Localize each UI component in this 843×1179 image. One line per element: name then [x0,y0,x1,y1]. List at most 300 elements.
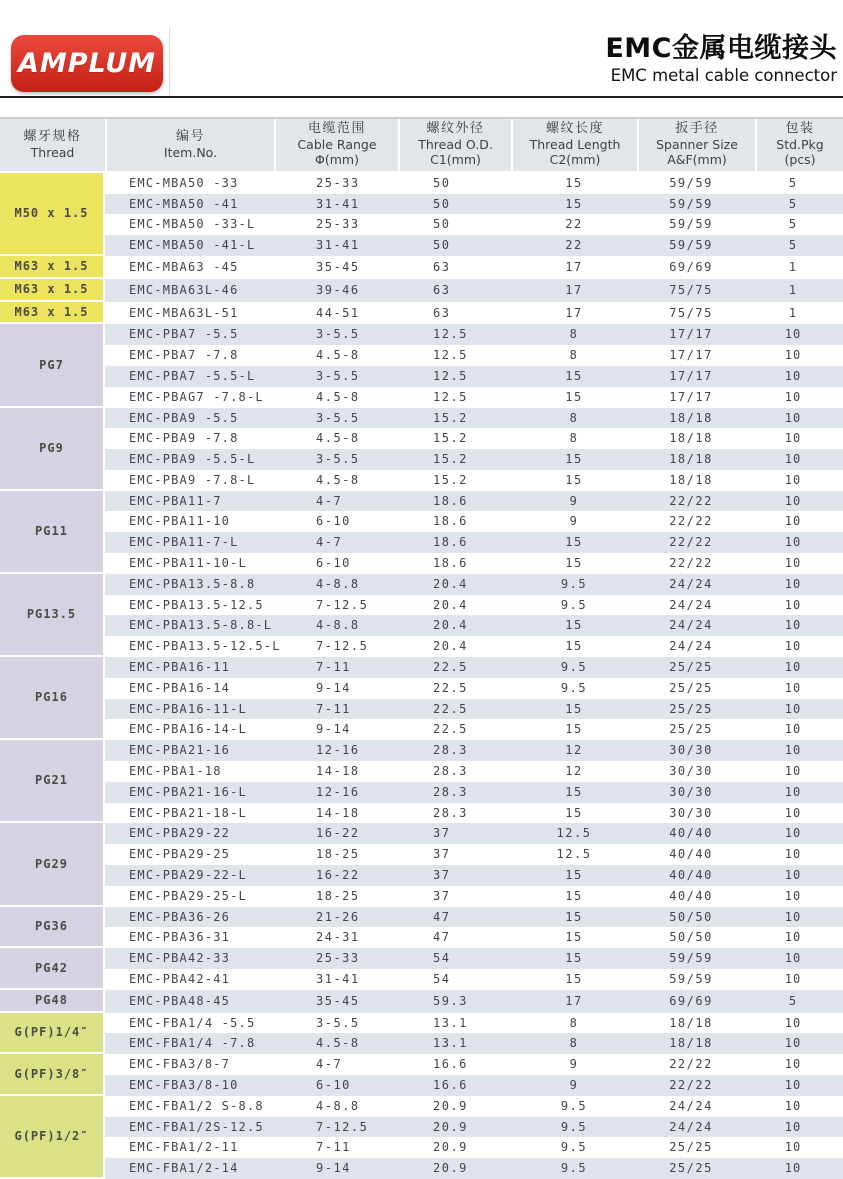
item-no-cell: EMC-PBA29-22 [105,823,274,844]
std-pkg-cell: 10 [755,823,843,844]
spanner-size-cell: 59/59 [669,217,713,232]
spanner-size-cell: 24/24 [637,574,755,595]
thread-length-cell: 9.5 [560,1140,588,1155]
table-row [0,1137,843,1158]
thread-group-label: G(PF)1/4″ [0,1013,105,1055]
spanner-size-cell: 24/24 [637,1117,755,1138]
item-no-cell: EMC-PBA16-14 [129,680,231,695]
item-no-cell: EMC-FBA1/2-11 [129,1140,239,1155]
thread-od-cell: 20.9 [398,1158,511,1179]
std-pkg-cell: 10 [755,865,843,886]
table-row [0,761,843,782]
thread-length-cell: 12.5 [556,847,592,862]
std-pkg-cell: 10 [755,1033,843,1054]
spanner-size-cell: 17/17 [637,324,755,345]
spanner-size-cell: 69/69 [637,990,755,1013]
spanner-size-cell: 75/75 [669,305,713,320]
std-pkg-cell: 10 [755,907,843,928]
table-row [0,678,843,699]
cable-range-cell: 25-33 [316,175,360,190]
thread-od-cell: 28.3 [433,764,468,779]
item-no-cell: EMC-MBA50 -33-L [129,217,256,232]
std-pkg-cell: 10 [784,888,802,903]
thread-od-cell: 20.4 [433,639,468,654]
cable-range-cell: 14-18 [316,764,360,779]
item-no-cell: EMC-PBA13.5-12.5-L [129,639,281,654]
spec-table [0,117,843,1179]
logo-frame [0,28,170,97]
thread-length-cell: 9 [511,1075,637,1096]
spanner-size-cell: 30/30 [637,782,755,803]
thread-od-cell: 15.2 [398,408,511,429]
table-row [0,408,843,429]
item-no-cell: EMC-PBA29-25 [129,847,231,862]
std-pkg-cell: 10 [784,972,802,987]
thread-length-cell: 8 [511,1033,637,1054]
thread-length-cell: 15 [565,888,583,903]
std-pkg-cell: 10 [755,574,843,595]
thread-length-cell: 17 [565,259,583,274]
col-header-spanner-size-en: Spanner Size [656,136,738,152]
col-header-cable-range-zh: 电缆范围 [307,121,366,136]
col-header-spanner-size-zh: 扳手径 [675,121,719,136]
cable-range-cell: 3-5.5 [274,324,398,345]
cable-range-cell: 4-7 [316,1057,343,1072]
thread-od-cell: 50 [398,235,511,256]
cable-range-cell: 14-18 [316,805,360,820]
thread-od-cell: 28.3 [398,740,511,761]
spanner-size-cell: 30/30 [669,764,713,779]
cable-range-cell: 16-22 [274,865,398,886]
std-pkg-cell: 10 [755,366,843,387]
thread-group-label: PG29 [0,823,105,906]
std-pkg-cell: 10 [784,556,802,571]
cable-range-cell: 4-7 [274,532,398,553]
item-no-cell: EMC-PBA21-18-L [129,805,247,820]
thread-group-label: PG21 [0,740,105,823]
std-pkg-cell: 5 [755,990,843,1013]
thread-length-cell: 15 [565,389,583,404]
table-row [0,1033,843,1054]
page-subtitle: EMC metal cable connector [610,66,837,86]
std-pkg-cell: 10 [755,615,843,636]
item-no-cell: EMC-PBA9 -5.5 [105,408,274,429]
col-header-thread-length-en: Thread Length [529,136,621,152]
item-no-cell: EMC-PBA29-25-L [129,888,247,903]
item-no-cell: EMC-PBA16-14-L [129,722,247,737]
page-title: EMC金属电缆接头 [605,33,837,64]
std-pkg-cell: 10 [784,348,802,363]
col-header-std-pkg-zh: 包装 [785,121,815,136]
thread-length-cell: 22 [565,217,583,232]
std-pkg-cell: 10 [755,740,843,761]
std-pkg-cell: 10 [784,805,802,820]
thread-od-cell: 20.9 [433,1098,468,1113]
thread-length-cell: 17 [511,990,637,1013]
std-pkg-cell: 5 [755,194,843,215]
cable-range-cell: 31-41 [316,972,360,987]
thread-od-cell: 47 [398,907,511,928]
thread-od-cell: 18.6 [433,514,468,529]
spanner-size-cell: 22/22 [637,491,755,512]
cable-range-cell: 16-22 [274,823,398,844]
item-no-cell: EMC-PBA42-33 [105,948,274,969]
thread-od-cell: 50 [433,217,451,232]
std-pkg-cell: 10 [755,1075,843,1096]
cable-range-cell: 24-31 [316,930,360,945]
table-row [0,636,843,657]
thread-od-cell: 15.2 [433,431,468,446]
thread-length-cell: 15 [565,556,583,571]
item-no-cell: EMC-PBA9 -7.8 [129,431,239,446]
spanner-size-cell: 59/59 [637,948,755,969]
thread-length-cell: 9.5 [560,680,588,695]
item-no-cell: EMC-MBA50 -33 [129,175,239,190]
table-row [0,1013,843,1034]
thread-od-cell: 63 [433,305,451,320]
table-row [0,782,843,803]
std-pkg-cell: 1 [755,279,843,302]
thread-od-cell: 22.5 [398,657,511,678]
table-row [0,194,843,215]
thread-length-cell: 8 [569,348,579,363]
cable-range-cell: 44-51 [316,305,360,320]
thread-od-cell: 15.2 [433,472,468,487]
std-pkg-cell: 10 [755,657,843,678]
thread-od-cell: 22.5 [433,680,468,695]
thread-length-cell: 15 [511,782,637,803]
cable-range-cell: 39-46 [274,279,398,302]
std-pkg-cell: 10 [784,680,802,695]
thread-length-cell: 15 [565,972,583,987]
thread-group-label: PG16 [0,657,105,740]
spanner-size-cell: 59/59 [669,972,713,987]
table-row [0,1117,843,1138]
table-row [0,740,843,761]
thread-group-label: PG13.5 [0,574,105,657]
item-no-cell: EMC-FBA1/2S-12.5 [105,1117,274,1138]
thread-od-cell: 28.3 [398,782,511,803]
cable-range-cell: 18-25 [316,847,360,862]
spanner-size-cell: 22/22 [669,514,713,529]
thread-length-cell: 15 [565,472,583,487]
std-pkg-cell: 10 [755,1117,843,1138]
spanner-size-cell: 25/25 [637,657,755,678]
col-header-thread-od-en: Thread O.D. [418,136,493,152]
std-pkg-cell: 1 [788,305,798,320]
thread-group-label: M63 x 1.5 [0,302,105,325]
std-pkg-cell: 10 [784,930,802,945]
spanner-size-cell: 40/40 [637,865,755,886]
table-body [0,173,843,1179]
cable-range-cell: 3-5.5 [274,366,398,387]
cable-range-cell: 6-10 [316,556,351,571]
table-row [0,491,843,512]
item-no-cell: EMC-PBA13.5-12.5 [129,597,264,612]
thread-group-label: G(PF)1/2″ [0,1096,105,1179]
thread-length-cell: 8 [569,431,579,446]
col-header-thread-length-sub: C2(mm) [549,152,601,168]
table-row [0,553,843,574]
cable-range-cell: 4-8.8 [316,1098,360,1113]
thread-length-cell: 15 [565,175,583,190]
spanner-size-cell: 22/22 [669,556,713,571]
table-row [0,532,843,553]
col-header-cable-range [274,119,398,173]
thread-group-label: M63 x 1.5 [0,279,105,302]
cable-range-cell: 35-45 [274,990,398,1013]
item-no-cell: EMC-PBA11-7 [105,491,274,512]
cable-range-cell: 4.5-8 [316,431,360,446]
table-row [0,470,843,491]
item-no-cell: EMC-FBA3/8-10 [105,1075,274,1096]
spanner-size-cell: 18/18 [669,1015,713,1030]
cable-range-cell: 7-12.5 [274,1117,398,1138]
std-pkg-cell: 10 [784,1057,802,1072]
spanner-size-cell: 30/30 [669,805,713,820]
col-header-cable-range-en: Cable Range [297,136,377,152]
thread-od-cell: 20.4 [433,597,468,612]
table-row [0,948,843,969]
table-row [0,657,843,678]
thread-od-cell: 63 [433,259,451,274]
cable-range-cell: 25-33 [274,948,398,969]
item-no-cell: EMC-PBA1-18 [129,764,222,779]
std-pkg-cell: 10 [755,324,843,345]
spanner-size-cell: 22/22 [669,1057,713,1072]
cable-range-cell: 3-5.5 [274,449,398,470]
table-row [0,256,843,279]
spanner-size-cell: 24/24 [637,615,755,636]
spanner-size-cell: 40/40 [669,888,713,903]
item-no-cell: EMC-PBA9 -7.8-L [129,472,256,487]
thread-od-cell: 20.4 [398,574,511,595]
table-row [0,886,843,907]
spanner-size-cell: 25/25 [669,1140,713,1155]
cable-range-cell: 7-11 [274,699,398,720]
col-header-thread-length-zh: 螺纹长度 [545,121,604,136]
thread-length-cell: 8 [511,324,637,345]
thread-length-cell: 8 [569,1015,579,1030]
spanner-size-cell: 30/30 [637,740,755,761]
cable-range-cell: 6-10 [274,1075,398,1096]
cable-range-cell: 9-14 [316,722,351,737]
thread-od-cell: 12.5 [433,348,468,363]
thread-length-cell: 12 [511,740,637,761]
col-header-thread-od-sub: C1(mm) [430,152,481,168]
thread-group-label: M50 x 1.5 [0,173,105,256]
amplum-logo-text: AMPLUM [17,48,157,79]
std-pkg-cell: 10 [784,514,802,529]
thread-length-cell: 17 [565,305,583,320]
thread-od-cell: 37 [433,888,451,903]
thread-length-cell: 9.5 [560,597,588,612]
thread-group-label: PG7 [0,324,105,407]
thread-od-cell: 59.3 [398,990,511,1013]
thread-od-cell: 12.5 [398,324,511,345]
table-row [0,990,843,1013]
item-no-cell: EMC-PBA16-11-L [105,699,274,720]
item-no-cell: EMC-PBA16-11 [105,657,274,678]
item-no-cell: EMC-PBA48-45 [105,990,274,1013]
table-row [0,1096,843,1117]
table-row [0,302,843,325]
col-header-thread [0,119,105,173]
cable-range-cell: 4.5-8 [316,389,360,404]
spanner-size-cell: 24/24 [669,597,713,612]
table-row [0,449,843,470]
thread-od-cell: 15.2 [398,449,511,470]
thread-od-cell: 20.9 [398,1117,511,1138]
item-no-cell: EMC-MBA63L-46 [105,279,274,302]
cable-range-cell: 9-14 [316,680,351,695]
col-header-spanner-size-sub: A&F(mm) [667,152,727,168]
item-no-cell: EMC-PBA42-41 [129,972,231,987]
std-pkg-cell: 10 [755,948,843,969]
thread-length-cell: 9 [569,1057,579,1072]
thread-length-cell: 9.5 [511,574,637,595]
std-pkg-cell: 10 [784,431,802,446]
cable-range-cell: 7-11 [316,1140,351,1155]
item-no-cell: EMC-PBA7 -5.5-L [105,366,274,387]
item-no-cell: EMC-PBA36-26 [105,907,274,928]
spanner-size-cell: 25/25 [637,699,755,720]
std-pkg-cell: 5 [788,175,798,190]
spanner-size-cell: 18/18 [669,431,713,446]
spanner-size-cell: 25/25 [637,1158,755,1179]
cable-range-cell: 4.5-8 [316,348,360,363]
thread-od-cell: 18.6 [398,491,511,512]
thread-group-label: PG48 [0,990,105,1013]
cable-range-cell: 4-7 [274,491,398,512]
thread-od-cell: 12.5 [398,366,511,387]
item-no-cell: EMC-MBA50 -41 [105,194,274,215]
std-pkg-cell: 10 [755,491,843,512]
std-pkg-cell: 10 [784,1098,802,1113]
thread-length-cell: 15 [511,865,637,886]
table-row [0,927,843,948]
thread-od-cell: 37 [433,847,451,862]
table-row [0,173,843,194]
table-row [0,1054,843,1075]
col-header-thread-od-zh: 螺纹外径 [426,121,485,136]
thread-length-cell: 15 [511,194,637,215]
cable-range-cell: 7-11 [274,657,398,678]
spanner-size-cell: 50/50 [637,907,755,928]
std-pkg-cell: 5 [788,217,798,232]
item-no-cell: EMC-PBA13.5-8.8 [105,574,274,595]
table-row [0,387,843,408]
item-no-cell: EMC-FBA3/8-7 [129,1057,231,1072]
item-no-cell: EMC-PBA13.5-8.8-L [105,615,274,636]
std-pkg-cell: 10 [784,1140,802,1155]
cable-range-cell: 21-26 [274,907,398,928]
item-no-cell: EMC-MBA63 -45 [129,259,239,274]
thread-length-cell: 12 [565,764,583,779]
cable-range-cell: 4-8.8 [274,574,398,595]
table-row [0,615,843,636]
cable-range-cell: 35-45 [316,259,360,274]
thread-length-cell: 9.5 [511,1117,637,1138]
spanner-size-cell: 59/59 [637,194,755,215]
thread-group-label: PG11 [0,491,105,574]
table-row [0,595,843,616]
table-row [0,279,843,302]
header-divider [0,96,843,98]
item-no-cell: EMC-FBA1/4 -5.5 [129,1015,256,1030]
std-pkg-cell: 10 [784,722,802,737]
table-row [0,803,843,824]
col-header-std-pkg-sub: (pcs) [784,152,816,168]
cable-range-cell: 12-16 [274,740,398,761]
spanner-size-cell: 59/59 [669,175,713,190]
item-no-cell: EMC-PBA29-22-L [105,865,274,886]
thread-od-cell: 63 [398,279,511,302]
table-row [0,823,843,844]
table-row [0,345,843,366]
spanner-size-cell: 24/24 [669,639,713,654]
spanner-size-cell: 22/22 [637,1075,755,1096]
thread-od-cell: 37 [398,865,511,886]
table-row [0,865,843,886]
col-header-thread-en: Thread [30,144,75,160]
col-header-spanner-size [637,119,755,173]
thread-length-cell: 9 [569,514,579,529]
std-pkg-cell: 10 [755,782,843,803]
spanner-size-cell: 22/22 [637,532,755,553]
thread-length-cell: 15 [511,907,637,928]
std-pkg-cell: 10 [755,699,843,720]
std-pkg-cell: 10 [784,764,802,779]
table-row [0,324,843,345]
thread-length-cell: 9 [511,491,637,512]
thread-length-cell: 15 [565,722,583,737]
item-no-cell: EMC-PBA7 -7.8 [129,348,239,363]
thread-length-cell: 15 [565,805,583,820]
table-row [0,214,843,235]
cable-range-cell: 3-5.5 [274,408,398,429]
item-no-cell: EMC-FBA1/2-14 [105,1158,274,1179]
thread-od-cell: 12.5 [433,389,468,404]
thread-length-cell: 15 [511,699,637,720]
thread-group-label: G(PF)3/8″ [0,1054,105,1096]
thread-od-cell: 22.5 [398,699,511,720]
spanner-size-cell: 17/17 [637,366,755,387]
thread-length-cell: 15 [511,948,637,969]
cable-range-cell: 7-12.5 [316,597,369,612]
thread-length-cell: 15 [565,639,583,654]
cable-range-cell: 9-14 [274,1158,398,1179]
item-no-cell: EMC-PBA11-10-L [129,556,247,571]
thread-group-label: PG36 [0,907,105,949]
thread-group-label: PG42 [0,948,105,990]
spanner-size-cell: 40/40 [669,847,713,862]
thread-od-cell: 13.1 [398,1033,511,1054]
col-header-thread-od [398,119,511,173]
spanner-size-cell: 50/50 [669,930,713,945]
col-header-item-no [105,119,274,173]
item-no-cell: EMC-FBA1/4 -7.8 [105,1033,274,1054]
thread-group-label: M63 x 1.5 [0,256,105,279]
std-pkg-cell: 1 [788,259,798,274]
spanner-size-cell: 75/75 [637,279,755,302]
cable-range-cell: 12-16 [274,782,398,803]
item-no-cell: EMC-PBA21-16 [105,740,274,761]
thread-od-cell: 50 [433,175,451,190]
table-header [0,119,843,173]
cable-range-cell: 6-10 [316,514,351,529]
std-pkg-cell: 10 [784,472,802,487]
